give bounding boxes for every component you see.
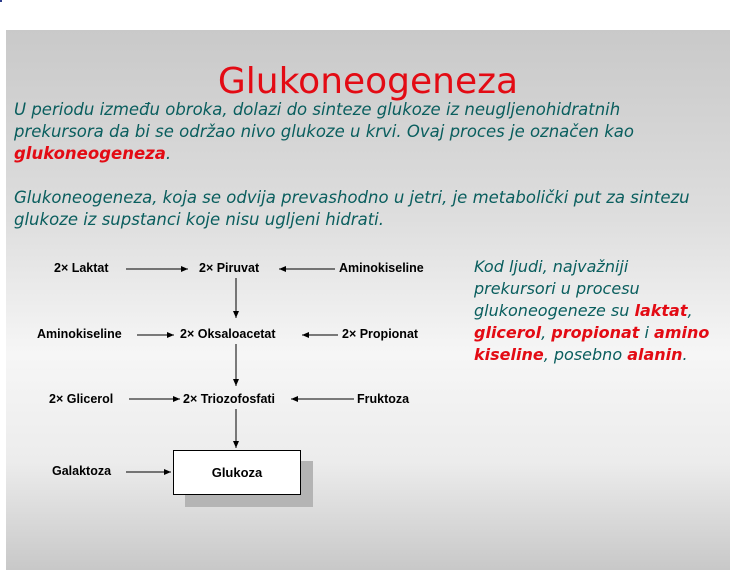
node-galaktoza: Galaktoza: [52, 464, 112, 478]
node-laktat: 2× Laktat: [54, 261, 109, 275]
side-term-laktat: laktat: [634, 301, 688, 320]
node-glicerol: 2× Glicerol: [49, 392, 114, 406]
node-piruvat: 2× Piruvat: [199, 261, 260, 275]
node-oksaloacetat: 2× Oksaloacetat: [180, 327, 276, 341]
side-sep-4: , posebno: [543, 345, 628, 364]
glukoza-box: [173, 450, 301, 495]
side-sep-1: ,: [687, 301, 693, 320]
intro-highlight: glukoneogeneza: [14, 144, 166, 163]
page-title: Glukoneogeneza: [217, 61, 519, 102]
side-term-glicerol: glicerol: [474, 323, 542, 342]
node-aminokiseline-2: Aminokiseline: [37, 327, 122, 341]
side-sep-2: ,: [541, 323, 552, 342]
node-propionat: 2× Propionat: [342, 327, 419, 341]
node-triozofosfati: 2× Triozofosfati: [183, 392, 276, 406]
side-term-alanin: alanin: [627, 345, 683, 364]
intro-end: .: [165, 144, 172, 163]
side-term-propionat: propionat: [551, 323, 640, 342]
node-aminokiseline-1: Aminokiseline: [339, 261, 424, 275]
node-glukoza: Glukoza: [211, 465, 263, 480]
definition-paragraph: Glukoneogeneza, koja se odvija prevashodno u jetri, je metabolički put za sintezu glukoze iz supstanci koje nisu ugljeni hidrati.: [14, 188, 690, 229]
side-term-amino-kiseline: amino kiseline: [474, 323, 710, 364]
side-note: [474, 256, 714, 366]
side-end: .: [682, 345, 688, 364]
side-sep-3: i: [639, 323, 655, 342]
side-intro: Kod ljudi, najvažniji prekursori u procesu glukoneogeneze su: [474, 257, 640, 320]
node-fruktoza: Fruktoza: [357, 392, 410, 406]
intro-text: U periodu između obroka, dolazi do sinteze glukoze iz neugljenohidratnih prekursora da bi se održao nivo glukoze u krvi. Ovaj proces je označen kao: [14, 100, 634, 141]
